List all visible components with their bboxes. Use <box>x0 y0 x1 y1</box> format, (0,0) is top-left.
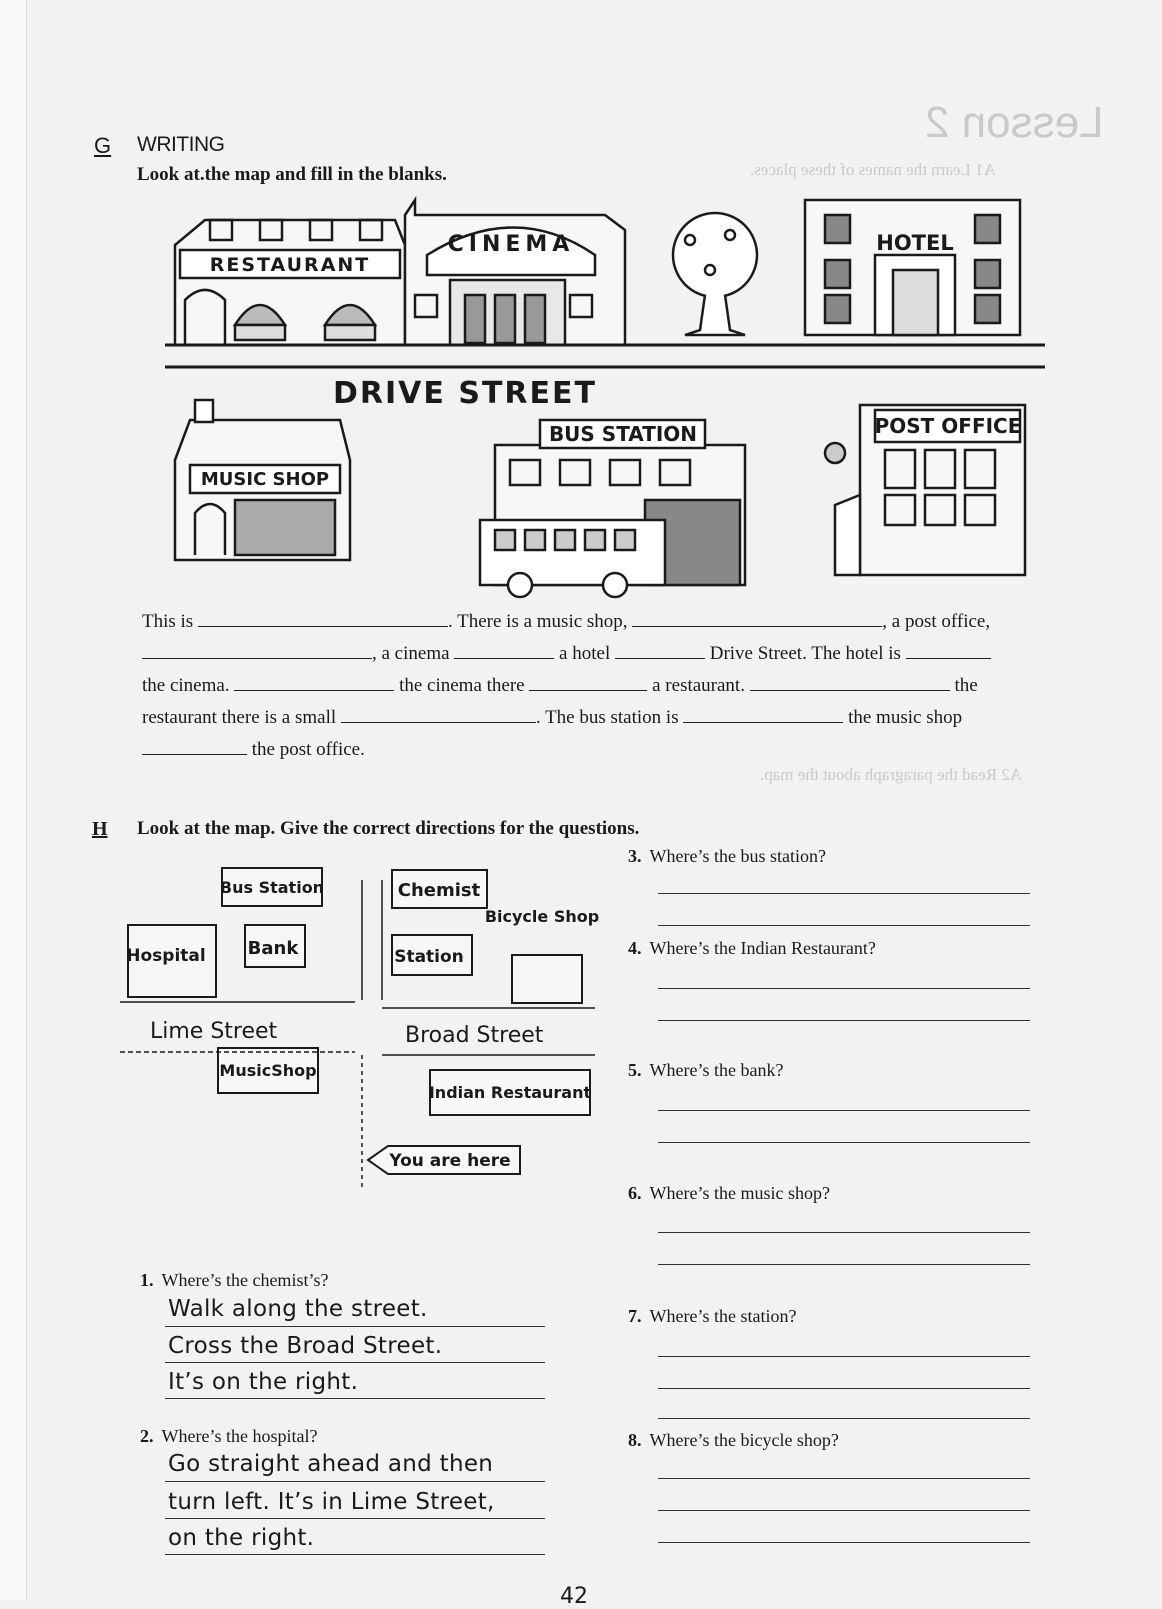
answer-2-rule-1[interactable] <box>165 1481 545 1482</box>
answer-1-line-1: Walk along the street. <box>168 1296 428 1322</box>
bleed-through-lesson: Lesson 2 <box>925 98 1104 147</box>
map-bicycle-shop: Bicycle Shop <box>484 907 600 926</box>
cinema-building <box>405 200 625 345</box>
fill-line-2 <box>142 642 991 665</box>
music-shop-sign: MUSIC SHOP <box>200 469 330 490</box>
text-l4a: restaurant there is a small <box>142 707 337 728</box>
fill-line-1 <box>142 610 990 633</box>
map-hospital: Hospital <box>126 946 206 966</box>
blank-7[interactable] <box>234 674 394 691</box>
text-l3b: the cinema there <box>399 675 525 696</box>
question-1-text: Where’s the chemist’s? <box>161 1270 329 1290</box>
blank-6[interactable] <box>906 642 991 659</box>
blank-5[interactable] <box>615 642 705 659</box>
blank-3[interactable] <box>142 642 372 659</box>
blank-9[interactable] <box>750 674 950 691</box>
question-6-text: Where’s the music shop? <box>649 1183 830 1203</box>
answer-2-rule-3[interactable] <box>165 1554 545 1555</box>
question-1 <box>140 1270 328 1291</box>
fill-line-3 <box>142 674 978 697</box>
answer-3-rule-2[interactable] <box>658 925 1030 926</box>
question-6-num: 6. <box>628 1183 642 1203</box>
restaurant-building <box>175 220 405 345</box>
section-g-instruction: Look at.the map and fill in the blanks. <box>137 164 447 185</box>
map-indian-restaurant: Indian Restaurant <box>428 1083 592 1102</box>
question-7 <box>628 1306 796 1327</box>
bleed-through-a2: A2 Read the paragraph about the map. <box>760 765 1022 784</box>
answer-7-rule-2[interactable] <box>658 1388 1030 1389</box>
tree <box>673 213 757 335</box>
street-name: DRIVE STREET <box>333 376 597 411</box>
page-edge <box>0 0 27 1600</box>
fill-line-4 <box>142 706 962 729</box>
bus-station-sign: BUS STATION <box>548 422 698 446</box>
section-g-title: WRITING <box>137 133 225 156</box>
blank-4[interactable] <box>454 642 554 659</box>
text-l4c: the music shop <box>848 707 963 728</box>
hotel-sign: HOTEL <box>876 231 954 255</box>
map-you-are-here: You are here <box>389 1151 511 1171</box>
bus-station-building <box>480 420 745 597</box>
map-music-shop: MusicShop <box>219 1061 317 1080</box>
blank-2[interactable] <box>632 610 882 627</box>
text-l5a: the post office. <box>251 739 365 760</box>
question-8-num: 8. <box>628 1430 642 1450</box>
text-l4b: . The bus station is <box>535 707 679 728</box>
answer-7-rule-1[interactable] <box>658 1356 1030 1357</box>
bleed-through-a1: A1 Learn the names of these places. <box>750 160 996 179</box>
page-number: 42 <box>560 1584 588 1609</box>
answer-1-line-2: Cross the Broad Street. <box>168 1333 443 1359</box>
question-1-num: 1. <box>140 1270 154 1290</box>
question-5-num: 5. <box>628 1060 642 1080</box>
answer-5-rule-1[interactable] <box>658 1110 1030 1111</box>
text-l2a: , a cinema <box>372 643 450 664</box>
text-l3c: a restaurant. <box>652 675 745 696</box>
answer-4-rule-1[interactable] <box>658 988 1030 989</box>
answer-1-rule-2[interactable] <box>165 1362 545 1363</box>
answer-1-line-3: It’s on the right. <box>168 1369 359 1395</box>
blank-10[interactable] <box>341 706 536 723</box>
answer-2-line-3: on the right. <box>168 1525 315 1551</box>
question-4-text: Where’s the Indian Restaurant? <box>649 938 876 958</box>
text-l1c: , a post office, <box>882 611 991 632</box>
map-bank: Bank <box>247 938 299 959</box>
answer-8-rule-3[interactable] <box>658 1542 1030 1543</box>
question-3 <box>628 846 826 867</box>
question-2-num: 2. <box>140 1426 154 1446</box>
fill-line-5 <box>142 738 365 761</box>
text-l1a: This is <box>142 611 194 632</box>
section-h-title: Look at the map. Give the correct directions for the questions. <box>137 818 640 839</box>
answer-4-rule-2[interactable] <box>658 1020 1030 1021</box>
blank-11[interactable] <box>683 706 843 723</box>
question-4 <box>628 938 876 959</box>
map-bus-station: Bus Station <box>219 878 325 897</box>
hotel-building <box>805 200 1020 335</box>
question-4-num: 4. <box>628 938 642 958</box>
drive-street-map <box>165 195 1065 615</box>
answer-8-rule-1[interactable] <box>658 1478 1030 1479</box>
answer-1-rule-1[interactable] <box>165 1326 545 1327</box>
question-8 <box>628 1430 839 1451</box>
blank-12[interactable] <box>142 738 247 755</box>
map-lime-street: Lime Street <box>150 1019 278 1044</box>
map-broad-street: Broad Street <box>405 1023 544 1048</box>
post-office-sign: POST OFFICE <box>874 414 1022 438</box>
question-7-text: Where’s the station? <box>649 1306 797 1326</box>
section-h-letter: H <box>92 818 108 840</box>
question-3-num: 3. <box>628 846 642 866</box>
answer-6-rule-2[interactable] <box>658 1264 1030 1265</box>
question-2 <box>140 1426 317 1447</box>
question-8-text: Where’s the bicycle shop? <box>649 1430 839 1450</box>
answer-2-line-2: turn left. It’s in Lime Street, <box>168 1489 495 1515</box>
cinema-sign: CINEMA <box>447 232 575 257</box>
text-l2b: a hotel <box>559 643 611 664</box>
question-6 <box>628 1183 830 1204</box>
question-2-text: Where’s the hospital? <box>161 1426 318 1446</box>
question-5 <box>628 1060 783 1081</box>
question-5-text: Where’s the bank? <box>649 1060 784 1080</box>
answer-2-line-1: Go straight ahead and then <box>168 1451 494 1477</box>
answer-8-rule-2[interactable] <box>658 1510 1030 1511</box>
answer-2-rule-2[interactable] <box>165 1518 545 1519</box>
bicycle-shop-box <box>512 955 582 1003</box>
answer-7-rule-3[interactable] <box>658 1418 1030 1419</box>
map-chemist: Chemist <box>397 880 481 901</box>
text-l1b: . There is a music shop, <box>447 611 628 632</box>
blank-8[interactable] <box>529 674 647 691</box>
answer-6-rule-1[interactable] <box>658 1232 1030 1233</box>
text-l2c: Drive Street. The hotel is <box>709 643 901 664</box>
blank-1[interactable] <box>198 610 448 627</box>
question-3-text: Where’s the bus station? <box>649 846 826 866</box>
town-map <box>120 860 620 1220</box>
section-g-letter: G <box>94 133 112 158</box>
answer-1-rule-3[interactable] <box>165 1398 545 1399</box>
answer-5-rule-2[interactable] <box>658 1142 1030 1143</box>
text-l3a: the cinema. <box>142 675 230 696</box>
map-station: Station <box>394 947 464 967</box>
answer-3-rule-1[interactable] <box>658 893 1030 894</box>
text-l3d: the <box>954 675 978 696</box>
restaurant-sign: RESTAURANT <box>209 254 371 276</box>
question-7-num: 7. <box>628 1306 642 1326</box>
